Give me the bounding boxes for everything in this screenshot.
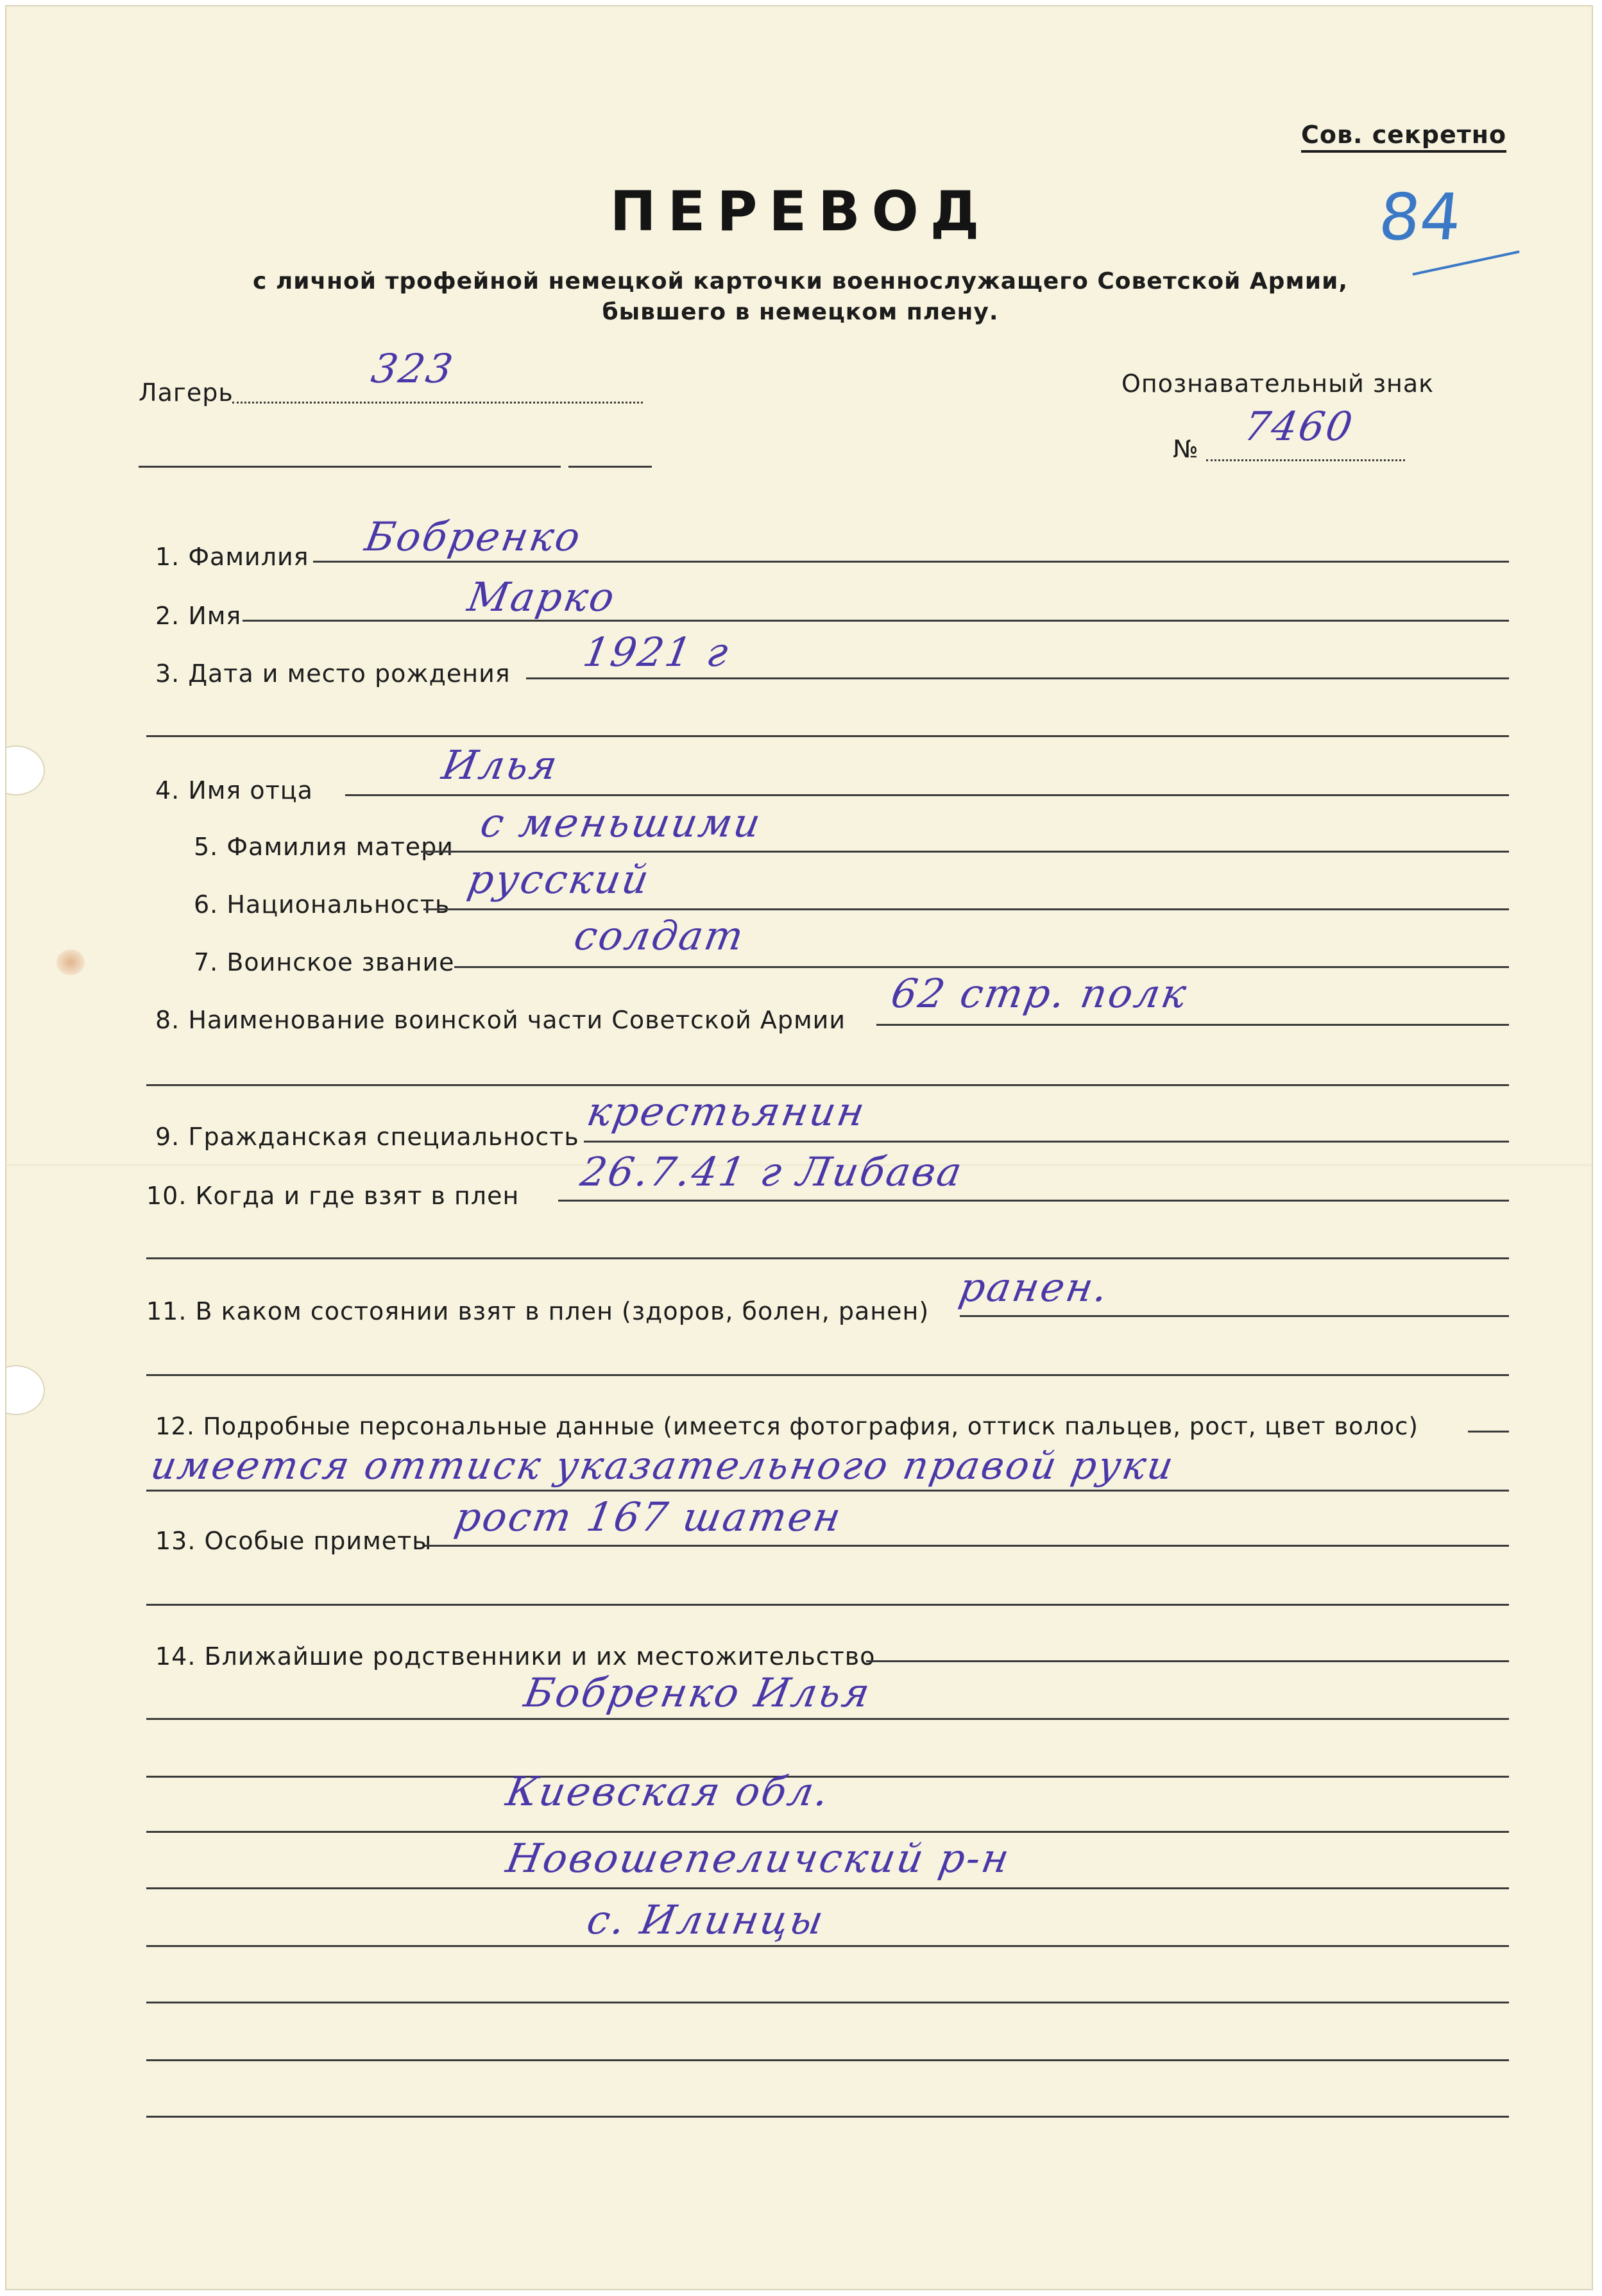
field-3-line (526, 677, 1509, 679)
field-9-value: крестьянин (583, 1088, 870, 1135)
document-title: ПЕРЕВОД (609, 180, 991, 244)
field-8-value: 62 стр. полк (887, 970, 1192, 1017)
field-5-label: 5. Фамилия матери (194, 833, 454, 861)
camp-extra-line-1 (139, 466, 561, 468)
archive-number: 84 (1375, 180, 1465, 255)
camp-value: 323 (368, 345, 458, 392)
field-3-label: 3. Дата и место рождения (155, 659, 511, 688)
paper-stain (56, 949, 85, 975)
field-12-value: имеется оттиск указательного правой руки (147, 1443, 1179, 1488)
field-11-line (960, 1315, 1509, 1317)
field-14-line (866, 1660, 1509, 1662)
field-9-line (584, 1141, 1509, 1143)
field-1-line (313, 561, 1509, 563)
id-tag-line (1206, 459, 1405, 461)
subtitle-line-2: бывшего в немецком плену. (602, 299, 999, 325)
field-1-value: Бобренко (361, 513, 586, 560)
relatives-line-3: Новошепеличский р-н (502, 1835, 1015, 1882)
field-2-value: Марко (464, 574, 620, 620)
field-3-value: 1921 г (579, 629, 734, 676)
field-4-value: Илья (438, 742, 563, 788)
field-11-value: ранен. (955, 1264, 1114, 1311)
field-4-label: 4. Имя отца (155, 776, 313, 804)
camp-line (232, 402, 643, 404)
relatives-rule-5 (146, 1945, 1509, 1947)
field-13-value: рост 167 шатен (451, 1493, 846, 1540)
field-1-label: 1. Фамилия (155, 543, 309, 571)
field-8-extra-line (146, 1084, 1509, 1086)
relatives-rule-3 (146, 1831, 1509, 1833)
field-7-label: 7. Воинское звание (194, 948, 455, 976)
field-14-label: 14. Ближайшие родственники и их местожительство (155, 1642, 876, 1671)
field-6-line (423, 908, 1509, 910)
field-7-value: солдат (570, 912, 749, 959)
field-4-line (345, 794, 1509, 796)
field-13-label: 13. Особые приметы (155, 1527, 432, 1555)
field-10-line (558, 1200, 1509, 1202)
field-9-label: 9. Гражданская специальность (155, 1123, 579, 1151)
field-7-line (454, 966, 1509, 968)
relatives-rule-7 (146, 2059, 1509, 2061)
field-8-line (876, 1024, 1509, 1026)
relatives-line-1: Бобренко Илья (520, 1669, 875, 1716)
id-tag-number-sign: № (1173, 435, 1199, 463)
field-10-label: 10. Когда и где взят в плен (146, 1182, 520, 1210)
relatives-line-2: Киевская обл. (502, 1768, 834, 1815)
id-tag-label: Опознавательный знак (1121, 370, 1435, 398)
field-12-line (1468, 1431, 1509, 1433)
camp-extra-line-2 (568, 466, 652, 468)
punch-hole-lower (5, 1365, 45, 1415)
subtitle-line-1: с личной трофейной немецкой карточки военнослужащего Советской Армии, (252, 268, 1349, 294)
field-11-label: 11. В каком состоянии взят в плен (здоров, болен, ранен) (146, 1297, 930, 1325)
relatives-rule-1 (146, 1718, 1509, 1720)
field-11-extra-line (146, 1374, 1509, 1376)
field-10-extra-line (146, 1257, 1509, 1259)
field-12-extra-line (146, 1490, 1509, 1492)
field-2-line (243, 620, 1509, 622)
relatives-rule-6 (146, 2002, 1509, 2003)
field-6-label: 6. Национальность (194, 890, 450, 919)
field-13-extra-line (146, 1604, 1509, 1606)
punch-hole-upper (5, 745, 45, 795)
field-12-label: 12. Подробные персональные данные (имеется фотография, оттиск пальцев, рост, цвет волос) (155, 1413, 1419, 1440)
field-3-extra-line (146, 735, 1509, 737)
field-5-line (421, 851, 1509, 853)
relatives-line-4: с. Илинцы (583, 1896, 829, 1943)
field-10-value: 26.7.41 г Либава (577, 1148, 967, 1195)
relatives-rule-8 (146, 2116, 1509, 2118)
field-6-value: русский (464, 856, 654, 903)
field-8-label: 8. Наименование воинской части Советской Армии (155, 1006, 846, 1034)
field-5-value: с меньшими (477, 799, 766, 846)
id-tag-value: 7460 (1240, 403, 1358, 450)
classification-stamp: Сов. секретно (1301, 121, 1506, 153)
document-sheet (5, 5, 1593, 2290)
relatives-rule-4 (146, 1887, 1509, 1889)
field-13-line (425, 1545, 1509, 1547)
camp-label: Лагерь (139, 378, 234, 407)
field-2-label: 2. Имя (155, 602, 242, 630)
